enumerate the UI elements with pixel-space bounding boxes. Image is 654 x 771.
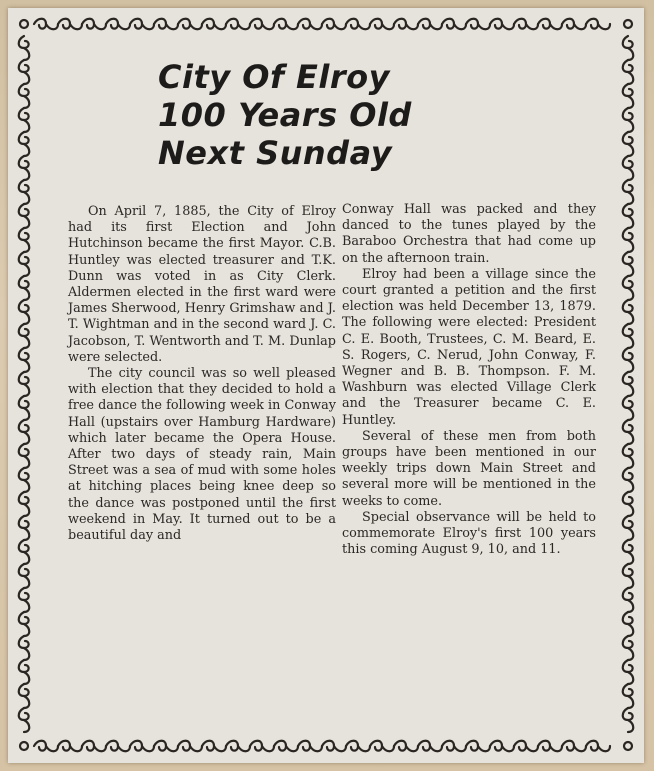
border-scroll-motif [19, 492, 30, 516]
paragraph: Special observance will be held to commemorate Elroy's first 100 years this coming August 9, 10, and 11. [342, 509, 596, 558]
border-scroll-motif [623, 228, 634, 252]
paragraph: Several of these men from both groups have been mentioned in our weekly trips down Main Street and several more will be mentioned in the weeks to come. [342, 428, 596, 509]
border-scroll-motif [623, 420, 634, 444]
border-scroll-motif [623, 180, 634, 204]
border-scroll-motif [298, 741, 322, 752]
border-scroll-motif [562, 19, 586, 30]
border-scroll-motif [19, 684, 30, 708]
border-corner-ornament [20, 20, 28, 28]
border-scroll-motif [442, 19, 466, 30]
border-scroll-motif [623, 204, 634, 228]
border-scroll-motif [178, 19, 202, 30]
border-scroll-motif [394, 19, 418, 30]
border-scroll-motif [274, 19, 298, 30]
border-scroll-motif [490, 741, 514, 752]
border-scroll-motif [623, 252, 634, 276]
border-scroll-motif [202, 19, 226, 30]
border-scroll-motif [514, 19, 538, 30]
border-scroll-motif [623, 372, 634, 396]
border-corner-ornament [624, 20, 632, 28]
border-scroll-motif [490, 19, 514, 30]
border-scroll-motif [322, 19, 346, 30]
border-scroll-motif [623, 300, 634, 324]
border-scroll-motif [298, 19, 322, 30]
border-scroll-motif [370, 741, 394, 752]
border-scroll-motif [19, 660, 30, 684]
border-scroll-motif [19, 204, 30, 228]
border-scroll-motif [226, 741, 250, 752]
border-scroll-motif [623, 324, 634, 348]
border-scroll-motif [19, 444, 30, 468]
border-scroll-motif [19, 708, 30, 732]
border-scroll-motif [19, 132, 30, 156]
paragraph: Conway Hall was packed and they danced to the tunes played by the Baraboo Orchestra that had come up on the afternoon train. [342, 202, 596, 266]
border-scroll-motif [586, 19, 610, 30]
border-corner-ornament [20, 742, 28, 750]
border-scroll-motif [178, 741, 202, 752]
border-scroll-motif [623, 468, 634, 492]
paragraph: Elroy had been a village since the court granted a petition and the first election was held December 13, 1879. The following were elected: President C. E. Booth, Trustees, C. M. Beard, E. S. Rogers, C. Nerud, John Conway, F. Wegner and B. B. Thompson. F. M. Washburn was elected Village Clerk and the Treasurer became C. E. Huntley. [342, 266, 596, 428]
newspaper-clipping [8, 8, 644, 763]
border-scroll-motif [19, 636, 30, 660]
border-scroll-motif [154, 19, 178, 30]
border-scroll-motif [623, 396, 634, 420]
border-scroll-motif [19, 324, 30, 348]
border-scroll-motif [394, 741, 418, 752]
border-scroll-motif [562, 741, 586, 752]
headline-line-3: Next Sunday [158, 134, 393, 172]
border-scroll-motif [346, 19, 370, 30]
border-scroll-motif [623, 516, 634, 540]
border-scroll-motif [34, 19, 58, 30]
border-scroll-motif [623, 564, 634, 588]
border-scroll-motif [19, 228, 30, 252]
border-scroll-motif [226, 19, 250, 30]
border-scroll-motif [82, 19, 106, 30]
border-scroll-motif [623, 588, 634, 612]
article-column-right [342, 202, 596, 558]
border-scroll-motif [538, 19, 562, 30]
border-scroll-motif [623, 60, 634, 84]
border-scroll-motif [623, 276, 634, 300]
border-scroll-motif [19, 180, 30, 204]
headline-line-1: City Of Elroy [158, 58, 390, 96]
border-scroll-motif [19, 252, 30, 276]
border-scroll-motif [623, 108, 634, 132]
border-scroll-motif [466, 741, 490, 752]
border-scroll-motif [19, 516, 30, 540]
border-scroll-motif [19, 300, 30, 324]
border-scroll-motif [274, 741, 298, 752]
border-scroll-motif [623, 84, 634, 108]
border-scroll-motif [19, 276, 30, 300]
border-scroll-motif [106, 19, 130, 30]
border-scroll-motif [19, 156, 30, 180]
border-scroll-motif [623, 612, 634, 636]
headline-line-2: 100 Years Old [158, 96, 412, 134]
border-corner-ornament [624, 742, 632, 750]
border-scroll-motif [19, 564, 30, 588]
paragraph: On April 7, 1885, the City of Elroy had its first Election and John Hutchinson became the first Mayor. C.B. Huntley was elected treasurer and T.K. Dunn was voted in as City Clerk. Aldermen elected in the first ward were James Sherwood, Henry Grimshaw and J. T. Wightman and in the second ward J. C. Jacobson, T. Wentworth and T. M. Dunlap were selected. [68, 204, 336, 365]
border-scroll-motif [418, 741, 442, 752]
paragraph: The city council was so well pleased with election that they decided to hold a free dance the following week in Conway Hall (upstairs over Hamburg Hardware) which later became the Opera House. After two days of steady rain, Main Street was a sea of mud with some holes at hitching places being knee deep so the dance was postponed until the first weekend in May. It turned out to be a beautiful day and [68, 366, 336, 544]
border-scroll-motif [19, 468, 30, 492]
border-scroll-motif [34, 741, 58, 752]
border-scroll-motif [19, 420, 30, 444]
border-scroll-motif [19, 396, 30, 420]
border-scroll-motif [19, 588, 30, 612]
border-scroll-motif [202, 741, 226, 752]
border-scroll-motif [250, 19, 274, 30]
border-scroll-motif [623, 708, 634, 732]
border-scroll-motif [106, 741, 130, 752]
border-scroll-motif [19, 348, 30, 372]
border-scroll-motif [442, 741, 466, 752]
border-scroll-motif [586, 741, 610, 752]
border-scroll-motif [466, 19, 490, 30]
border-scroll-motif [250, 741, 274, 752]
border-scroll-motif [19, 84, 30, 108]
border-scroll-motif [19, 612, 30, 636]
border-scroll-motif [623, 540, 634, 564]
border-scroll-motif [623, 492, 634, 516]
border-scroll-motif [19, 540, 30, 564]
border-scroll-motif [19, 36, 30, 60]
border-scroll-motif [370, 19, 394, 30]
border-scroll-motif [322, 741, 346, 752]
border-scroll-motif [154, 741, 178, 752]
border-scroll-motif [58, 19, 82, 30]
article-column-left [68, 204, 336, 544]
border-scroll-motif [623, 348, 634, 372]
article-headline [158, 58, 498, 172]
border-scroll-motif [130, 19, 154, 30]
border-scroll-motif [130, 741, 154, 752]
border-scroll-motif [623, 132, 634, 156]
border-scroll-motif [623, 156, 634, 180]
border-scroll-motif [19, 108, 30, 132]
border-scroll-motif [538, 741, 562, 752]
border-scroll-motif [346, 741, 370, 752]
border-scroll-motif [82, 741, 106, 752]
border-scroll-motif [623, 684, 634, 708]
border-scroll-motif [19, 372, 30, 396]
border-scroll-motif [58, 741, 82, 752]
border-scroll-motif [19, 60, 30, 84]
border-scroll-motif [418, 19, 442, 30]
border-scroll-motif [514, 741, 538, 752]
border-scroll-motif [623, 444, 634, 468]
border-scroll-motif [623, 660, 634, 684]
border-scroll-motif [623, 636, 634, 660]
border-scroll-motif [623, 36, 634, 60]
